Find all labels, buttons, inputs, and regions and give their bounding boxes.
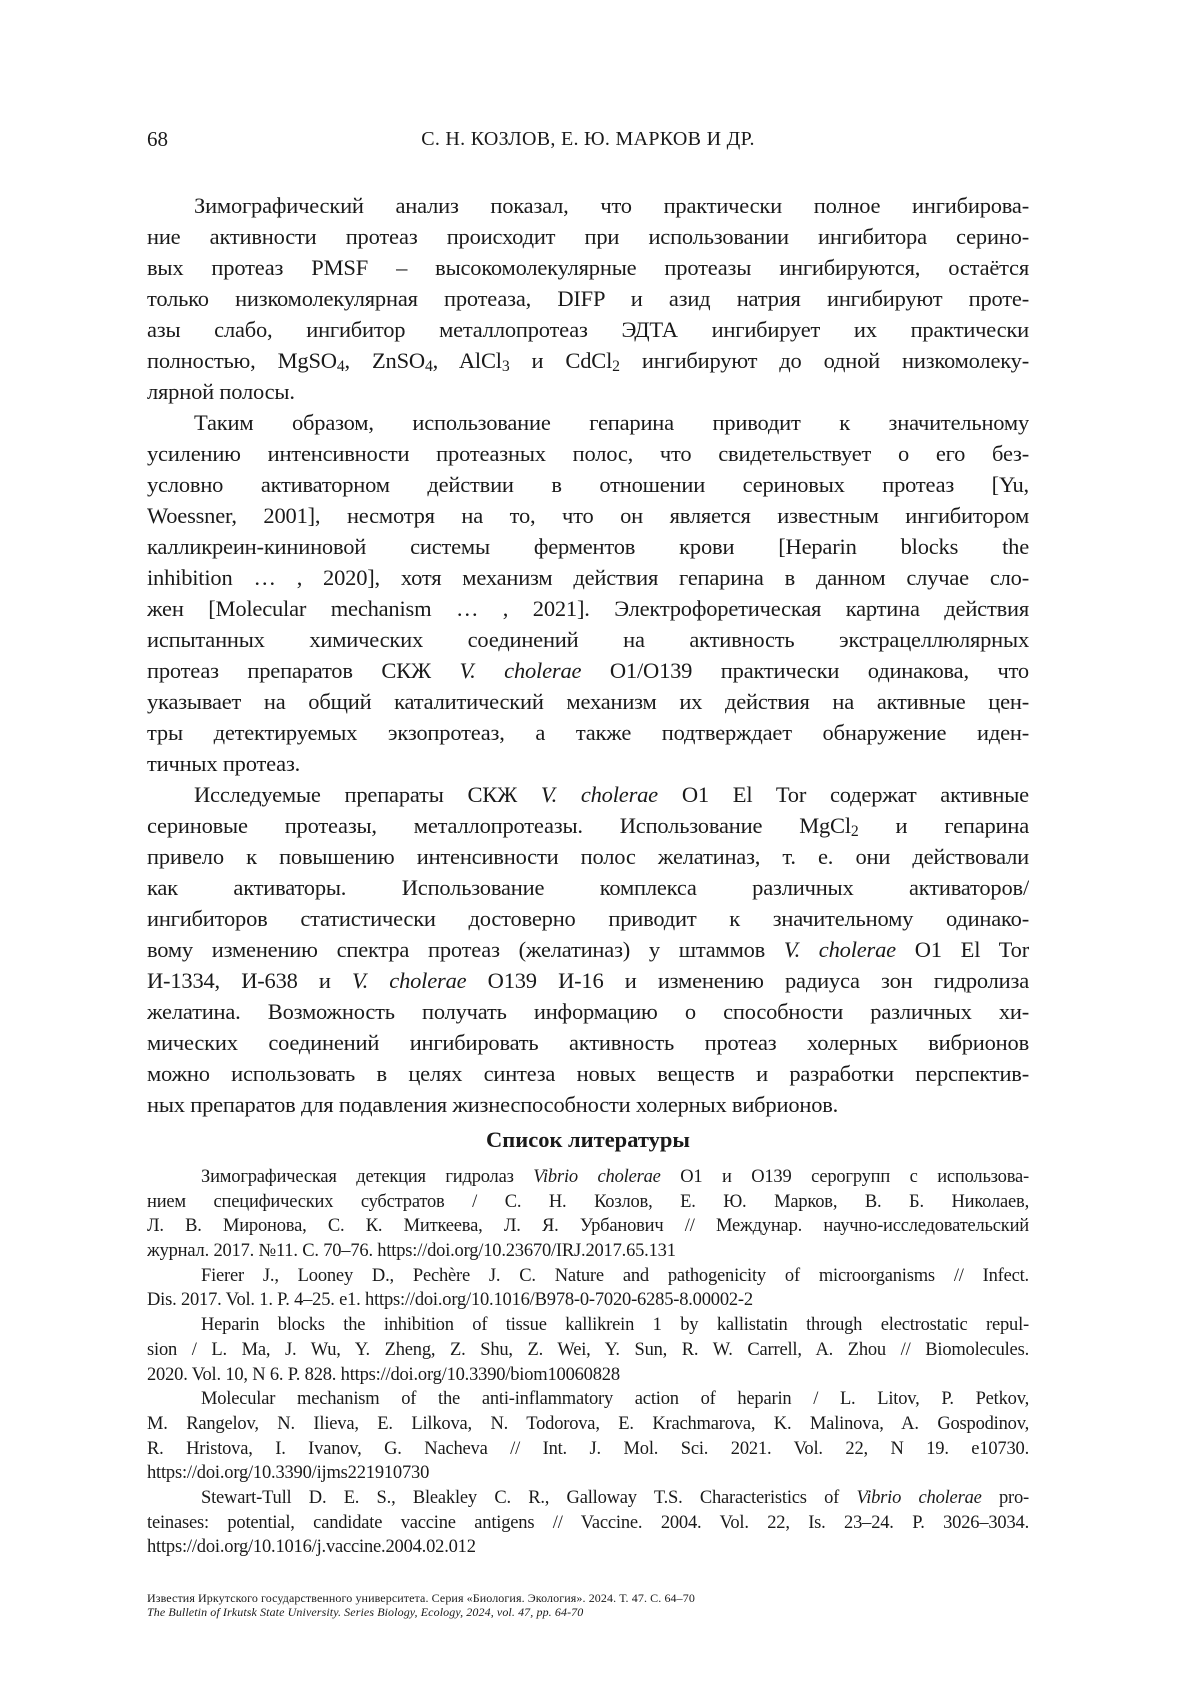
text-line: Зимографическая детекция гидролаз Vibrio cholerae О1 и О139 серогрупп с использова- — [201, 1167, 1029, 1187]
text-line: азы слабо, ингибитор металлопротеаз ЭДТА ингибирует их практически — [147, 317, 1029, 342]
text-line: только низкомолекулярная протеаза, DIFP и азид натрия ингибируют проте- — [147, 286, 1029, 311]
text-line: полностью, MgSO$_4$, ZnSO$_4$, AlCl$_3$ и CdCl$_2$ ингибируют до одной низкомолеку- — [147, 348, 1029, 375]
text-line: https://doi.org/10.1016/j.vaccine.2004.02.012 — [147, 1537, 476, 1558]
text-line: тры детектируемых экзопротеаз, а также подтверждает обнаружение иден- — [147, 720, 1029, 745]
text-line: можно использовать в целях синтеза новых веществ и разработки перспектив- — [147, 1061, 1029, 1086]
paragraph — [147, 407, 1029, 779]
text-line: калликреин-кининовой системы ферментов крови [Heparin blocks the — [147, 534, 1029, 559]
text-line: R. Hristova, I. Ivanov, G. Nacheva // Int. J. Mol. Sci. 2021. Vol. 22, N 19. e10730. — [147, 1438, 1029, 1459]
paragraph — [147, 1264, 1029, 1313]
text-line: указывает на общий каталитический механизм их действия на активные цен- — [147, 689, 1029, 714]
paragraph — [147, 1165, 1029, 1264]
text-line: 2020. Vol. 10, N 6. P. 828. https://doi.org/10.3390/biom10060828 — [147, 1364, 620, 1385]
text-line: Зимографический анализ показал, что практически полное ингибирова- — [194, 193, 1029, 218]
text-line: Исследуемые препараты СКЖ V. cholerae О1 El Tor содержат активные — [194, 782, 1029, 807]
text-line: https://doi.org/10.3390/ijms221910730 — [147, 1463, 430, 1484]
text-line: Heparin blocks the inhibition of tissue kallikrein 1 by kallistatin through electrostatic repul- — [201, 1315, 1029, 1336]
paragraph — [147, 1387, 1029, 1486]
text-line: ных препаратов для подавления жизнеспособности холерных вибрионов. — [147, 1092, 839, 1117]
text-line: усилению интенсивности протеазных полос, что свидетельствует о его без- — [147, 441, 1029, 466]
text-line: условно активаторном действии в отношении сериновых протеаз [Yu, — [147, 472, 1029, 497]
running-title: С. Н. КОЗЛОВ, Е. Ю. МАРКОВ И ДР. — [421, 128, 755, 150]
text-line: тичных протеаз. — [147, 751, 301, 776]
text-line: вому изменению спектра протеаз (желатиназ) у штаммов V. cholerae О1 El Tor — [147, 937, 1029, 962]
text-line: жен [Molecular mechanism … , 2021]. Электрофоретическая картина действия — [147, 596, 1029, 621]
text-line: испытанных химических соединений на активность экстрацеллюлярных — [147, 627, 1029, 652]
text-line: сериновые протеазы, металлопротеазы. Использование MgCl$_2$ и гепарина — [147, 813, 1029, 840]
text-line: нием специфических субстратов / С. Н. Козлов, Е. Ю. Марков, В. Б. Николаев, — [147, 1191, 1029, 1212]
text-line: мических соединений ингибировать активность протеаз холерных вибрионов — [147, 1030, 1029, 1055]
text-line: привело к повышению интенсивности полос желатиназ, т. е. они действовали — [147, 844, 1029, 869]
text-line: журнал. 2017. №11. С. 70–76. https://doi.org/10.23670/IRJ.2017.65.131 — [147, 1241, 676, 1262]
paragraph — [147, 190, 1029, 407]
text-line: Fierer J., Looney D., Pechère J. C. Nature and pathogenicity of microorganisms // Infect. — [201, 1265, 1029, 1286]
paragraph — [147, 779, 1029, 1120]
text-line: inhibition … , 2020], хотя механизм действия гепарина в данном случае сло- — [147, 565, 1029, 590]
text-line: Woessner, 2001], несмотря на то, что он является известным ингибитором — [147, 503, 1029, 528]
paragraph — [147, 1486, 1029, 1560]
page-number: 68 — [147, 127, 168, 151]
references-heading: Список литературы — [486, 1127, 690, 1152]
footer-line-en: The Bulletin of Irkutsk State University. Series Biology, Ecology, 2024, vol. 47, pp. 64-70 — [147, 1604, 584, 1619]
paragraph — [147, 1313, 1029, 1387]
text-line: И-1334, И-638 и V. cholerae О139 И-16 и изменению радиуса зон гидролиза — [147, 968, 1029, 993]
text-line: Таким образом, использование гепарина приводит к значительному — [194, 410, 1029, 435]
page-footer — [147, 1592, 1029, 1619]
text-line: желатина. Возможность получать информацию о способности различных хи- — [147, 999, 1029, 1024]
page-header — [147, 126, 1029, 152]
text-line: sion / L. Ma, J. Wu, Y. Zheng, Z. Shu, Z. Wei, Y. Sun, R. W. Carrell, A. Zhou // Biomolecules. — [147, 1339, 1029, 1360]
text-line: M. Rangelov, N. Ilieva, E. Lilkova, N. Todorova, E. Krachmarova, K. Malinova, A. Gospodinov, — [147, 1413, 1029, 1434]
text-line: Stewart-Tull D. E. S., Bleakley C. R., Galloway T.S. Characteristics of Vibrio cholerae pro- — [201, 1487, 1029, 1508]
footer-line-ru: Известия Иркутского государственного университета. Серия «Биология. Экология». 2024. Т. 47. С. 64–70 — [147, 1591, 695, 1605]
article-body — [147, 190, 1029, 1120]
text-line: Molecular mechanism of the anti-inflammatory action of heparin / L. Litov, P. Petkov, — [201, 1389, 1029, 1410]
text-line: ние активности протеаз происходит при использовании ингибитора серино- — [147, 224, 1029, 249]
text-line: протеаз препаратов СКЖ V. cholerae О1/О139 практически одинакова, что — [147, 658, 1029, 683]
text-line: как активаторы. Использование комплекса различных активаторов/ — [147, 875, 1029, 900]
text-line: лярной полосы. — [147, 379, 295, 404]
text-line: ингибиторов статистически достоверно приводит к значительному одинако- — [147, 906, 1029, 931]
text-line: Dis. 2017. Vol. 1. P. 4–25. e1. https://doi.org/10.1016/B978-0-7020-6285-8.00002-2 — [147, 1290, 753, 1311]
text-line: teinases: potential, candidate vaccine antigens // Vaccine. 2004. Vol. 22, Is. 23–24. P. 3026–3034. — [147, 1512, 1029, 1533]
text-line: вых протеаз PMSF – высокомолекулярные протеазы ингибируются, остаётся — [147, 255, 1029, 280]
references-list — [147, 1165, 1029, 1560]
text-line: Л. В. Миронова, С. К. Миткеева, Л. Я. Урбанович // Междунар. научно-исследовательский — [147, 1216, 1029, 1237]
